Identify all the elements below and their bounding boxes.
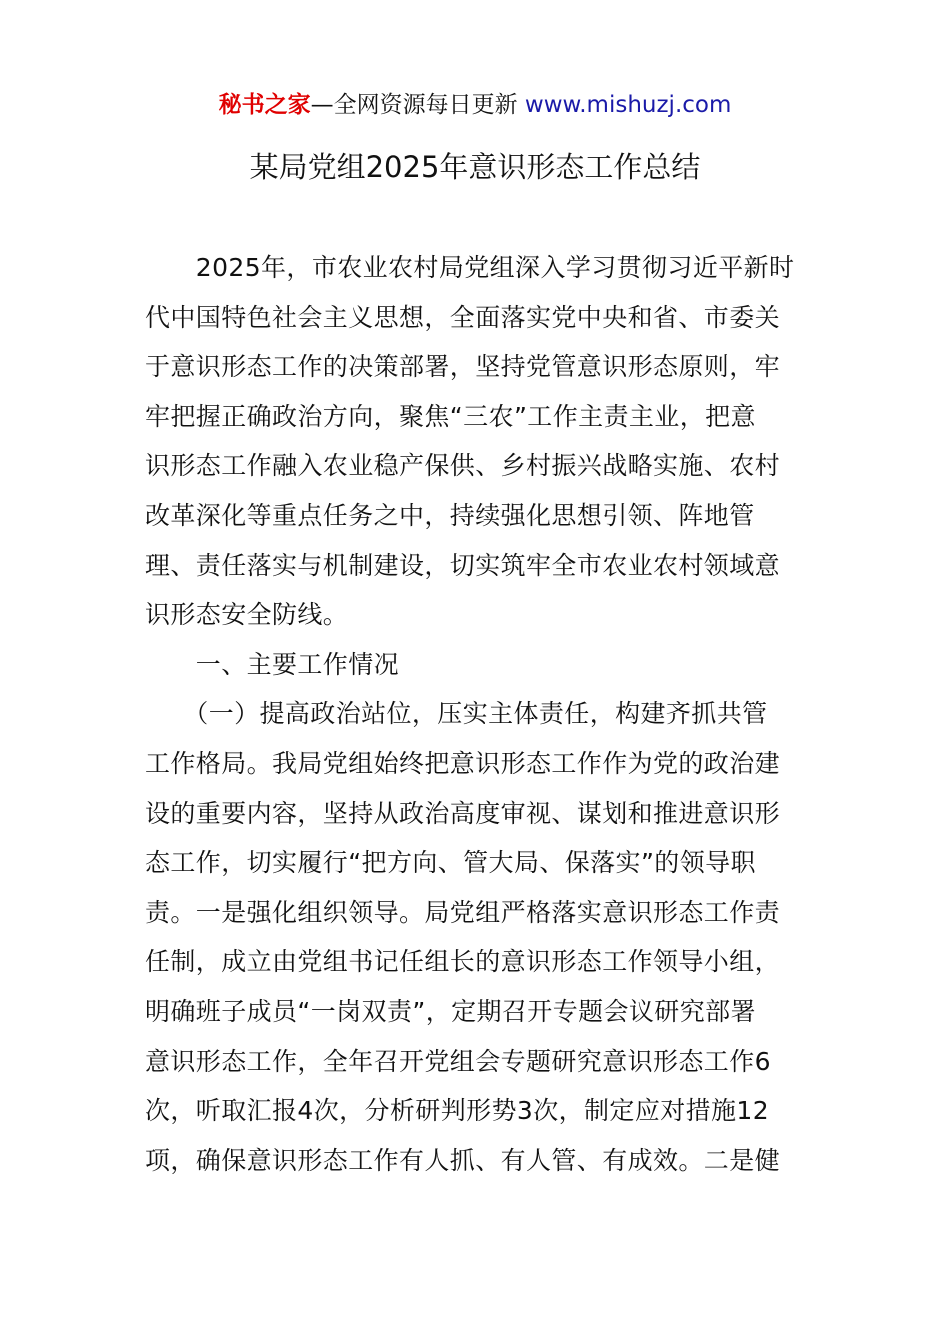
text-line: 项，确保意识形态工作有人抓、有人管、有成效。二是健 — [145, 1145, 781, 1175]
text-line: 意识形态工作，全年召开党组会专题研究意识形态工作6 — [145, 1046, 771, 1076]
text-line: 牢把握正确政治方向，聚焦“三农”工作主责主业，把意 — [145, 401, 756, 431]
text-line: 设的重要内容，坚持从政治高度审视、谋划和推进意识形 — [145, 798, 781, 828]
site-tagline: —全网资源每日更新 — [310, 92, 525, 118]
text-line: 责。一是强化组织领导。局党组严格落实意识形态工作责 — [145, 897, 781, 927]
section-heading: 一、主要工作情况 — [145, 649, 400, 679]
text-line: 态工作，切实履行“把方向、管大局、保落实”的领导职 — [145, 848, 756, 878]
text-line: 代中国特色社会主义思想，全面落实党中央和省、市委关 — [145, 302, 781, 332]
text-line: 于意识形态工作的决策部署，坚持党管意识形态原则，牢 — [145, 352, 781, 382]
document-body — [145, 243, 809, 1185]
text-line: 识形态工作融入农业稳产保供、乡村振兴战略实施、农村 — [145, 451, 781, 481]
text-line: 识形态安全防线。 — [145, 600, 349, 630]
site-url-link[interactable]: www.mishuzj.com — [524, 92, 732, 118]
text-line: 改革深化等重点任务之中，持续强化思想引领、阵地管 — [145, 500, 755, 530]
text-line: 工作格局。我局党组始终把意识形态工作作为党的政治建 — [145, 748, 781, 778]
text-line: 任制，成立由党组书记任组长的意识形态工作领导小组， — [145, 947, 781, 977]
text-line: （一）提高政治站位，压实主体责任，构建齐抓共管 — [145, 699, 768, 729]
text-line: 次，听取汇报4次，分析研判形势3次，制定应对措施12 — [145, 1096, 770, 1126]
site-brand: 秘书之家 — [218, 92, 311, 118]
document-title: 某局党组2025年意识形态工作总结 — [249, 150, 701, 184]
site-header — [0, 88, 950, 122]
text-line: 2025年，市农业农村局党组深入学习贯彻习近平新时 — [145, 253, 795, 282]
text-line: 理、责任落实与机制建设，切实筑牢全市农业农村领域意 — [145, 550, 781, 580]
text-line: 明确班子成员“一岗双责”，定期召开专题会议研究部署 — [145, 996, 756, 1026]
